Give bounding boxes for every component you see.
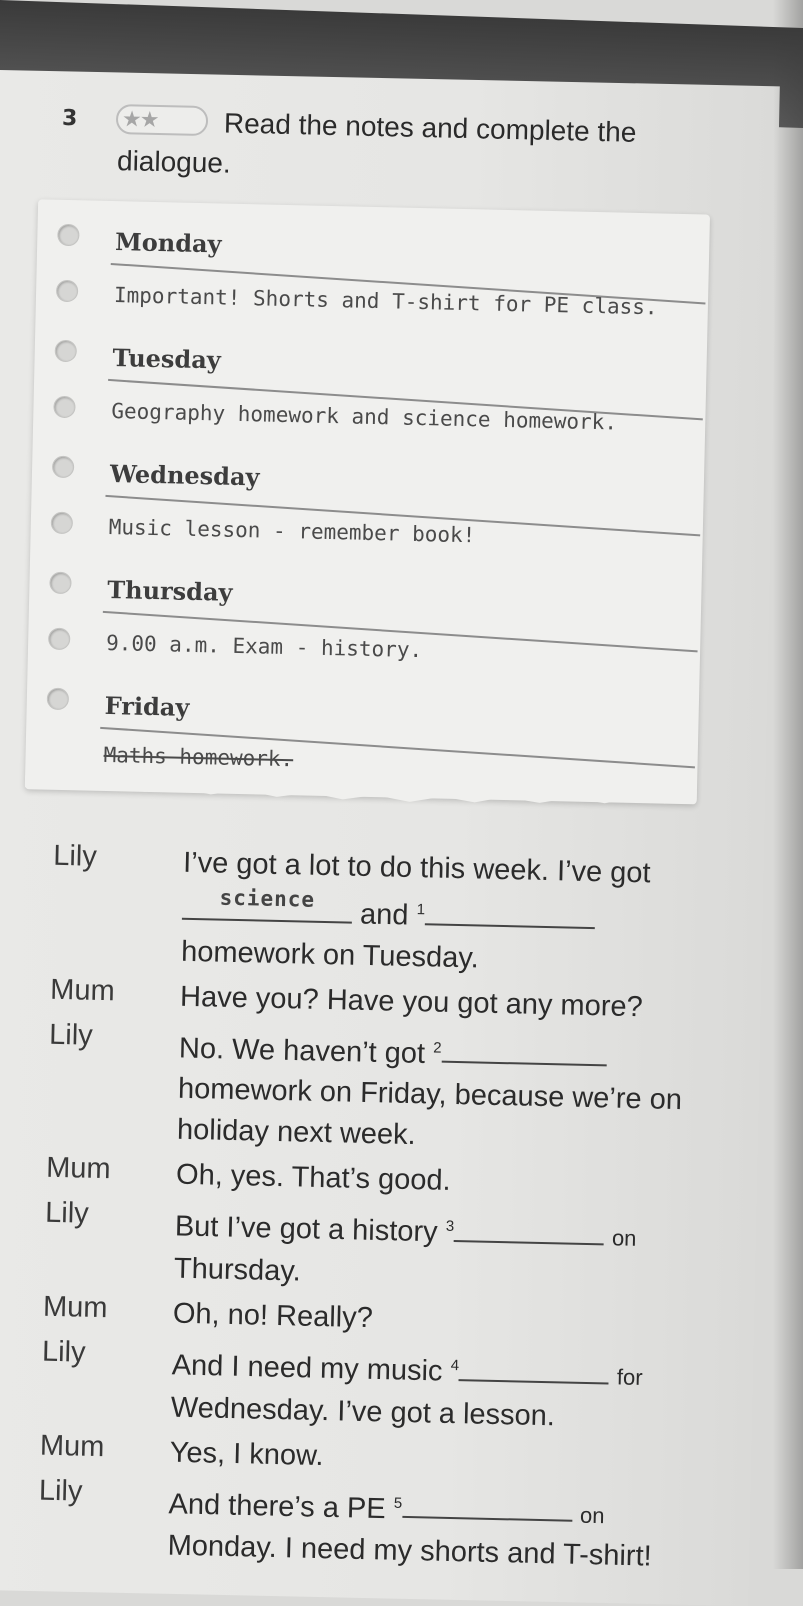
speech-text: Have you? Have you got any more? bbox=[179, 980, 644, 1023]
gap-5-input[interactable] bbox=[402, 1488, 573, 1522]
gap-number: 3 bbox=[445, 1218, 455, 1236]
gap-number: 5 bbox=[393, 1494, 403, 1512]
page-curve-shadow bbox=[773, 0, 803, 1569]
day-label: Tuesday bbox=[112, 343, 222, 375]
speech-text: But I’ve got a history bbox=[174, 1210, 438, 1249]
dialogue-line bbox=[44, 1197, 686, 1301]
note-thursday bbox=[30, 563, 702, 663]
difficulty-stars-icon: ★★ bbox=[116, 104, 209, 136]
day-note-struck: Maths homework. bbox=[103, 742, 294, 772]
dialogue-line bbox=[37, 1474, 679, 1578]
day-note: Important! Shorts and T-shirt for PE class. bbox=[113, 283, 658, 320]
speech-text: And I need my music bbox=[171, 1349, 443, 1388]
exercise-instruction: Read the notes and complete the dialogue. bbox=[116, 107, 637, 179]
binder-hole-icon bbox=[52, 456, 74, 478]
note-wednesday bbox=[33, 447, 705, 548]
binder-hole-icon bbox=[53, 396, 75, 418]
speech-text: Thursday. bbox=[173, 1252, 302, 1288]
dialogue bbox=[37, 840, 693, 1583]
binder-hole-icon bbox=[55, 340, 77, 362]
day-label: Thursday bbox=[107, 574, 233, 607]
day-label: Friday bbox=[104, 690, 190, 722]
example-answer-blank bbox=[182, 885, 353, 923]
speech-text: on bbox=[579, 1502, 605, 1528]
day-label: Wednesday bbox=[109, 459, 260, 492]
gap-number: 4 bbox=[450, 1356, 460, 1375]
day-note: 9.00 a.m. Exam - history. bbox=[105, 630, 423, 663]
binder-hole-icon bbox=[48, 628, 70, 650]
gap-3-input[interactable] bbox=[454, 1212, 605, 1245]
note-monday bbox=[38, 215, 710, 320]
day-label: Monday bbox=[114, 227, 222, 259]
binder-hole-icon bbox=[57, 224, 79, 246]
speech-text: on bbox=[611, 1225, 637, 1252]
exercise-number: 3 bbox=[61, 105, 78, 132]
binder-hole-icon bbox=[49, 572, 71, 594]
note-friday bbox=[27, 679, 699, 772]
example-answer: science bbox=[219, 885, 316, 912]
speech-text: Oh, no! Really? bbox=[172, 1297, 374, 1335]
speech-text: Monday. I need my shorts and T-shirt! bbox=[167, 1529, 653, 1573]
speaker: Lily bbox=[52, 839, 98, 873]
day-note: Geography homework and science homework. bbox=[111, 399, 618, 435]
speaker: Mum bbox=[39, 1429, 105, 1463]
speech-text: and bbox=[359, 898, 409, 932]
speech-text: No. We haven’t got bbox=[178, 1032, 426, 1070]
speaker: Lily bbox=[41, 1335, 86, 1369]
gap-number: 1 bbox=[416, 901, 426, 919]
speech-text: homework on Tuesday. bbox=[180, 935, 480, 975]
speech-text: homework on Friday, because we’re on holiday next week. bbox=[176, 1073, 683, 1152]
dialogue-line bbox=[40, 1336, 682, 1440]
binder-hole-icon bbox=[47, 688, 69, 710]
speaker: Mum bbox=[42, 1290, 108, 1325]
speaker: Lily bbox=[48, 1018, 94, 1052]
speaker: Lily bbox=[38, 1474, 83, 1508]
gap-number: 2 bbox=[433, 1039, 442, 1057]
speech-text: I’ve got a lot to do this week. I’ve got bbox=[182, 846, 651, 890]
speaker: Lily bbox=[44, 1197, 90, 1231]
speaker: Mum bbox=[49, 973, 116, 1007]
speaker: Mum bbox=[45, 1152, 112, 1186]
speech-text: Wednesday. I’ve got a lesson. bbox=[170, 1391, 556, 1432]
speech-text: And there’s a PE bbox=[168, 1487, 387, 1525]
notes-card bbox=[25, 199, 710, 804]
gap-2-input[interactable] bbox=[441, 1033, 607, 1067]
dialogue-line bbox=[51, 840, 694, 984]
speech-text: Yes, I know. bbox=[169, 1436, 324, 1472]
dialogue-line bbox=[47, 1018, 690, 1162]
note-tuesday bbox=[35, 331, 707, 435]
binder-hole-icon bbox=[51, 512, 73, 534]
binder-hole-icon bbox=[56, 280, 78, 302]
gap-4-input[interactable] bbox=[459, 1351, 610, 1384]
speech-text: Oh, yes. That’s good. bbox=[175, 1158, 451, 1198]
gap-1-input[interactable] bbox=[425, 895, 596, 929]
day-note: Music lesson - remember book! bbox=[108, 514, 476, 548]
speech-text: for bbox=[616, 1364, 643, 1390]
